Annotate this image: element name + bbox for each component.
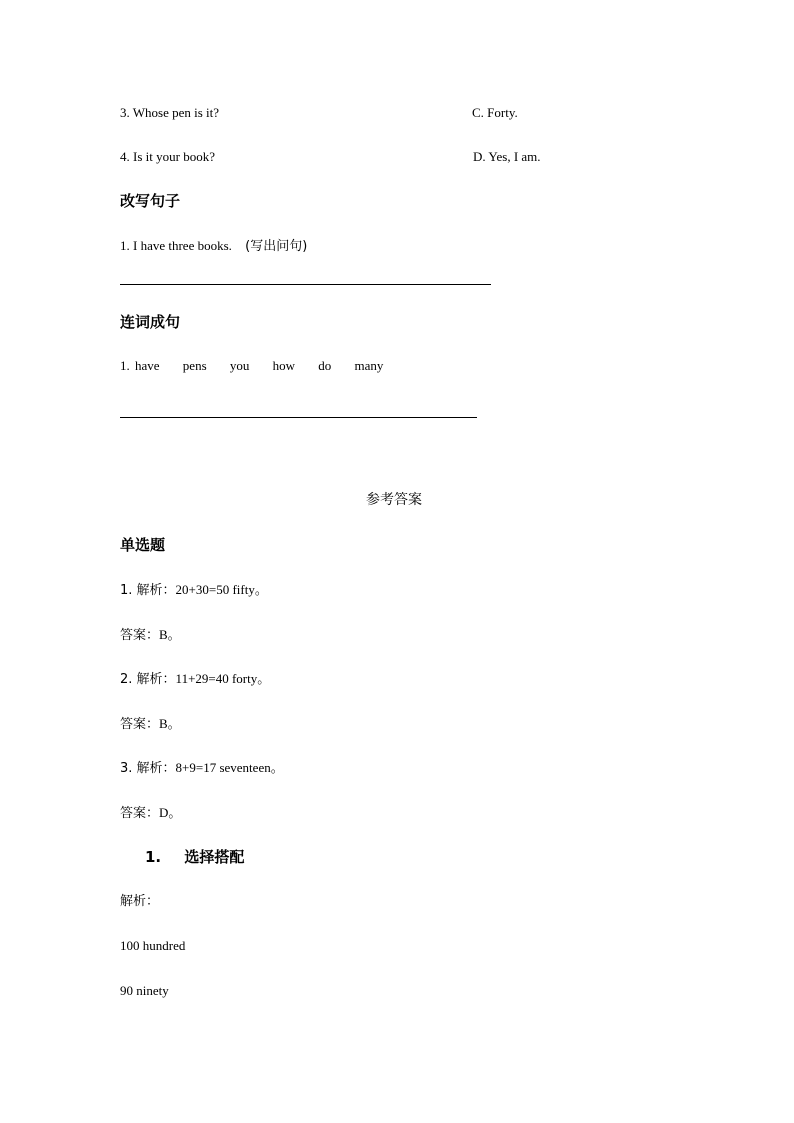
rewrite-heading: 改写句子 bbox=[120, 192, 181, 210]
order-word: do bbox=[318, 358, 332, 373]
rewrite-question-hint: (写出问句) bbox=[245, 239, 308, 254]
order-word: how bbox=[272, 358, 296, 373]
rewrite-question-text: 1. I have three books. bbox=[120, 238, 232, 253]
order-question-number: 1. bbox=[120, 358, 130, 373]
answer-key-title: 参考答案 bbox=[366, 492, 422, 508]
answer-text: B。 bbox=[159, 627, 181, 642]
rewrite-question-1 bbox=[120, 237, 307, 256]
order-word: have bbox=[135, 358, 160, 373]
analysis-label: 3. 解析： bbox=[120, 761, 176, 776]
order-word: you bbox=[229, 358, 250, 373]
matching-number: 1. bbox=[145, 848, 162, 866]
order-word: many bbox=[354, 358, 384, 373]
answer-label: 答案： bbox=[120, 717, 160, 732]
answer-label: 答案： bbox=[120, 806, 160, 821]
analysis-text: 8+9=17 seventeen。 bbox=[175, 760, 284, 775]
analysis-1 bbox=[120, 581, 268, 600]
answer-text: B。 bbox=[159, 716, 181, 731]
matching-analysis-label: 解析： bbox=[120, 894, 160, 909]
matching-section-heading bbox=[145, 848, 244, 866]
analysis-2 bbox=[120, 670, 270, 689]
analysis-label: 1. 解析： bbox=[120, 583, 176, 598]
answer-3 bbox=[120, 804, 181, 823]
analysis-3 bbox=[120, 759, 284, 778]
analysis-label: 2. 解析： bbox=[120, 672, 176, 687]
answer-line bbox=[120, 284, 491, 285]
single-choice-heading: 单选题 bbox=[120, 536, 166, 554]
question-4: 4. Is it your book? bbox=[120, 149, 215, 164]
option-d: D. Yes, I am. bbox=[473, 149, 541, 164]
answer-2 bbox=[120, 715, 181, 734]
question-3: 3. Whose pen is it? bbox=[120, 105, 220, 120]
analysis-text: 20+30=50 fifty。 bbox=[175, 582, 268, 597]
answer-1 bbox=[120, 626, 181, 645]
matching-line-2: 90 ninety bbox=[120, 983, 169, 998]
order-word: pens bbox=[182, 358, 207, 373]
answer-text: D。 bbox=[159, 805, 182, 820]
order-question-1 bbox=[120, 357, 383, 375]
analysis-text: 11+29=40 forty。 bbox=[175, 671, 271, 686]
answer-line bbox=[120, 417, 477, 418]
matching-heading: 选择搭配 bbox=[184, 848, 245, 866]
order-heading: 连词成句 bbox=[120, 313, 181, 331]
option-c: C. Forty. bbox=[472, 105, 518, 120]
answer-label: 答案： bbox=[120, 628, 160, 643]
matching-line-1: 100 hundred bbox=[120, 938, 186, 953]
